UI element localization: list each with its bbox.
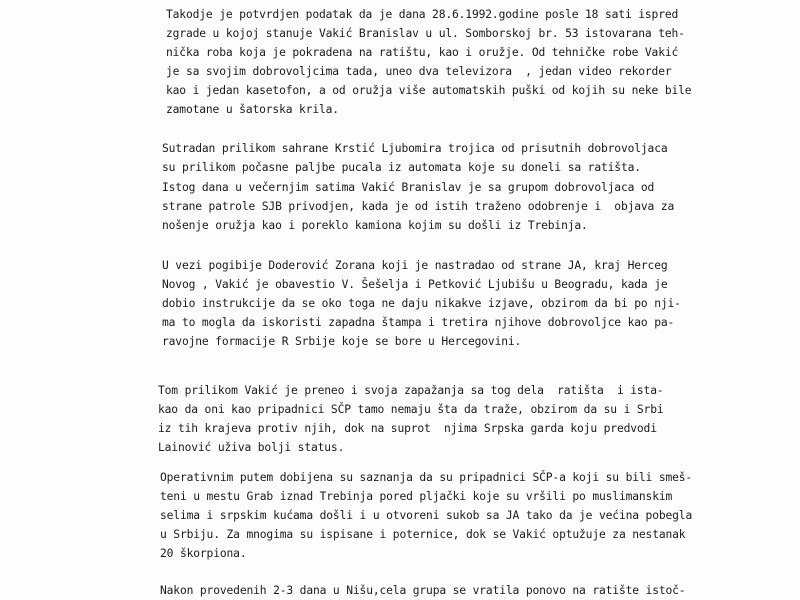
paragraph-2: [162, 139, 668, 177]
text-line: zamotane u šatorska krila.: [166, 103, 339, 116]
text-line: 20 škorpiona.: [160, 547, 247, 560]
text-line: Sutradan prilikom sahrane Krstić Ljubomira trojica od prisutnih dobrovoljaca: [162, 142, 668, 155]
paragraph-6: [160, 468, 692, 563]
text-line: Lainović uživa bolji status.: [158, 441, 345, 454]
paragraph-5: [158, 381, 664, 457]
text-line: kao da oni kao pripadnici SČP tamo nemaju šta da traže, obzirom da su i Srbi: [158, 403, 664, 416]
paragraph-1: [166, 5, 691, 119]
text-line: ma to mogla da iskoristi zapadna štampa i tretira njihove dobrovoljce kao pa-: [162, 316, 675, 329]
text-line: Tom prilikom Vakić je preneo i svoja zapažanja sa tog dela ratišta i ista-: [158, 384, 664, 397]
paragraph-3: [162, 178, 674, 235]
text-line: Istog dana u večernjim satima Vakić Branislav je sa grupom dobrovoljaca od: [162, 181, 655, 194]
text-line: Novog , Vakić je obavestio V. Šešelja i Petković Ljubišu u Beogradu, kada je: [162, 278, 668, 291]
text-line: Operativnim putem dobijena su saznanja da su pripadnici SČP-a koji su bili smeš-: [160, 471, 693, 484]
text-line: U vezi pogibije Doderović Zorana koji je nastradao od strane JA, kraj Herceg: [162, 259, 668, 272]
text-line: nička roba koja je pokradena na ratištu, kao i oružje. Od tehničke robe Vakić: [166, 46, 679, 59]
text-line: u Srbiju. Za mnogima su ispisane i poternice, dok se Vakić optužuje za nestanak: [160, 528, 686, 541]
text-line: Nakon provedenih 2-3 dana u Nišu,cela grupa se vratila ponovo na ratište istoč-: [160, 584, 686, 597]
paragraph-4: [162, 256, 681, 351]
text-line: iz tih krajeva protiv njih, dok na suprot njima Srpska garda koju predvodi: [158, 422, 657, 435]
text-line: zgrade u kojoj stanuje Vakić Branislav u ul. Somborskoj br. 53 istovarana teh-: [166, 27, 685, 40]
text-line: dobio instrukcije da se oko toga ne daju nikakve izjave, obzirom da bi po nji-: [162, 297, 681, 310]
text-line: ravojne formacije R Srbije koje se bore u Hercegovini.: [162, 335, 522, 348]
text-line: Takodje je potvrdjen podatak da je dana 28.6.1992.godine posle 18 sati ispred: [166, 8, 679, 21]
text-line: kao i jedan kasetofon, a od oružja više automatskih puški od kojih su neke bile: [166, 84, 692, 97]
text-line: su prilikom počasne paljbe pucala iz automata koje su doneli sa ratišta.: [162, 161, 641, 174]
text-line: nošenje oružja kao i poreklo kamiona kojim su došli iz Trebinja.: [162, 219, 588, 232]
paragraph-7: [160, 581, 685, 600]
text-line: je sa svojim dobrovoljcima tada, uneo dva televizora , jedan video rekorder: [166, 65, 672, 78]
text-line: strane patrole SJB privodjen, kada je od istih traženo odobrenje i objava za: [162, 200, 675, 213]
text-line: selima i srpskim kućama došli i u otvoreni sukob sa JA tako da je većina pobegla: [160, 509, 693, 522]
text-line: teni u mestu Grab iznad Trebinja pored pljački koje su vršili po muslimanskim: [160, 490, 673, 503]
